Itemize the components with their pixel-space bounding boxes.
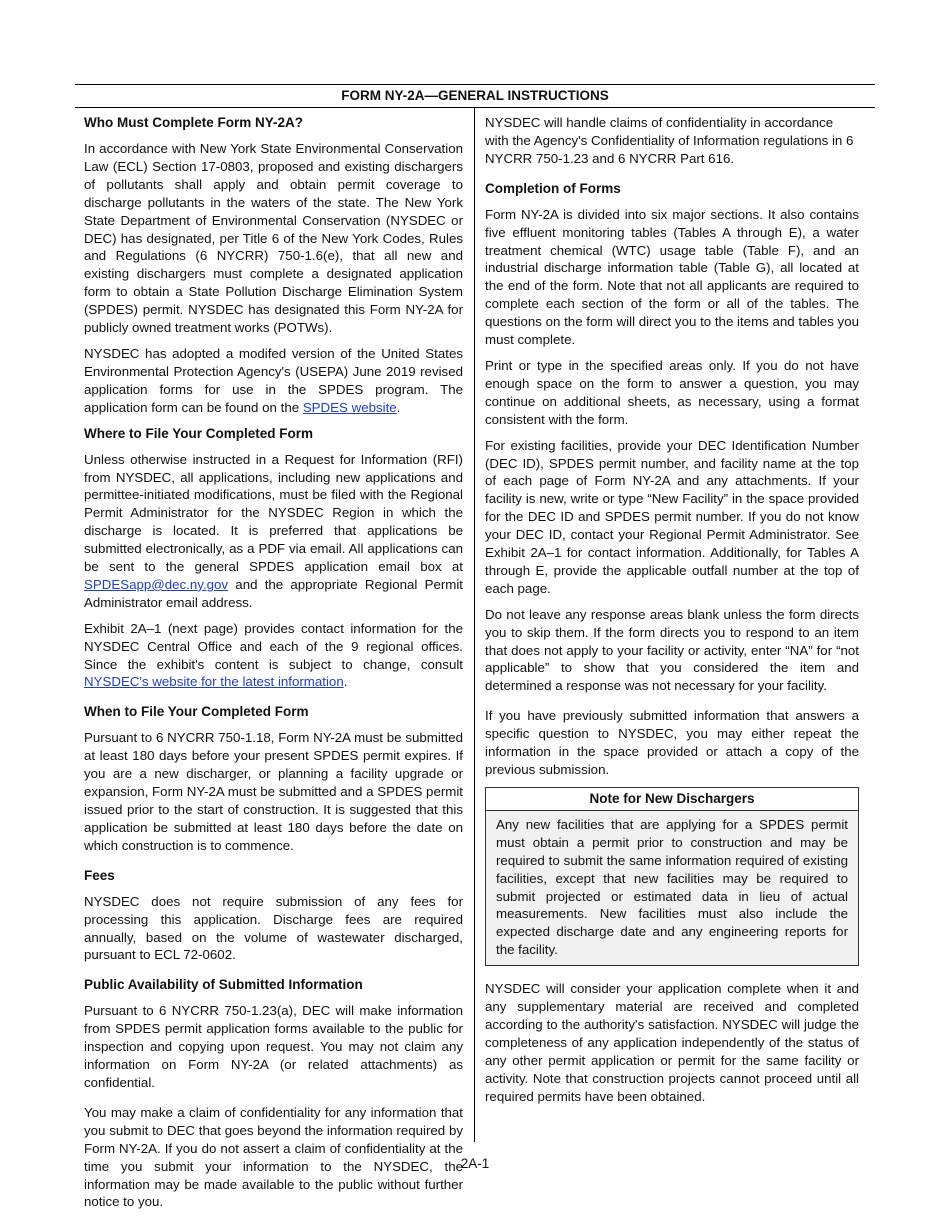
who-paragraph-2 bbox=[84, 345, 463, 417]
where-paragraph-2-end: . bbox=[343, 674, 348, 690]
when-heading: When to File Your Completed Form bbox=[84, 704, 309, 720]
fees-heading: Fees bbox=[84, 867, 115, 883]
who-paragraph-2-end: . bbox=[396, 399, 401, 415]
fees-paragraph-1: NYSDEC does not require submission of any fees for processing this application. Discharge fees are required annually, based on the volume of wastewater discharged, pursuant to ECL 72-0602. bbox=[84, 893, 463, 963]
note-body: Any new facilities that are applying for a SPDES permit must obtain a permit prior to construction and may be required to submit the same information required of existing facilities, except that new facilities may be required to submit projected or estimated data in lieu of actual measurements. New facilities must also include the expected discharge date and any engineering reports for the facility. bbox=[486, 811, 858, 965]
completeness-paragraph: NYSDEC will consider your application complete when it and any supplementary material are received and completed according to the authority's satisfaction. NYSDEC will judge the completeness of any application independently of the status of any other permit application or permit for the same facility or activity. Note that construction projects cannot proceed until all required permits have been obtained. bbox=[485, 981, 859, 1104]
where-paragraph-1-text: Unless otherwise instructed in a Request for Information (RFI) from NYSDEC, all applications, including new applications and permittee-initiated modifications, must be filed with the Regional Permit Administrator for the NYSDEC Region in which the discharge is located. It is preferred that applications be submitted electronically, as a PDF via email. All applications can be sent to the general SPDES application email box at bbox=[84, 451, 463, 575]
completion-paragraph-2: Print or type in the specified areas only. If you do not have enough space on the form to answer a question, you may continue on additional sheets, as necessary, using a format consistent with the form. bbox=[485, 357, 859, 427]
completion-paragraph-3: For existing facilities, provide your DEC Identification Number (DEC ID), SPDES permit number, and facility name at the top of each page of Form NY-2A and any attachments. If your facility is new, write or type “New Facility” in the space provided for the DEC ID and SPDES permit number. If you do not know your DEC ID, contact your Regional Permit Administrator. See Exhibit 2A–1 for contact information. Additionally, for Tables A through E, provide the applicable outfall number at the top of each page. bbox=[485, 437, 859, 596]
new-dischargers-note bbox=[485, 787, 859, 966]
where-paragraph-2 bbox=[84, 620, 463, 692]
page-number: 2A-1 bbox=[460, 1156, 490, 1171]
where-paragraph-2-text: Exhibit 2A–1 (next page) provides contact information for the NYSDEC Central Office and each of the 9 regional offices. Since the exhibit's content is subject to change, consult bbox=[84, 620, 463, 672]
spdes-email-link[interactable]: SPDESapp@dec.ny.gov bbox=[84, 576, 229, 592]
completion-heading: Completion of Forms bbox=[485, 180, 621, 196]
right-column bbox=[485, 114, 859, 1114]
who-paragraph-1: In accordance with New York State Environmental Conservation Law (ECL) Section 17-0803, proposed and existing dischargers of pollutants shall apply and obtain permit coverage to discharge pollutants in the waters of the state. The New York State Department of Environmental Conservation (NYSDEC or DEC) has designated, per Title 6 of the New York Codes, Rules and Regulations (6 NYCRR) 750-1.6(e), that all new and existing dischargers must complete a designated application form to obtain a State Pollution Discharge Elimination System (SPDES) permit. NYSDEC has designated this Form NY-2A for publicly owned treatment works (POTWs). bbox=[84, 141, 463, 336]
column-divider bbox=[474, 107, 475, 1142]
left-column bbox=[84, 114, 463, 1219]
spdes-website-link[interactable]: SPDES website bbox=[302, 399, 397, 415]
completion-paragraph-1: Form NY-2A is divided into six major sections. It also contains five effluent monitoring tables (Tables A through E), a water treatment chemical (WTC) usage table (Table F), and an industrial discharge information table (Table G), all located at the end of the form. Note that not all applicants are required to complete each section of the form or all of the tables. The questions on the form will direct you to the items and tables you must complete. bbox=[485, 206, 859, 348]
confidentiality-paragraph: NYSDEC will handle claims of confidentiality in accordance with the Agency's Confidentiality of Information regulations in 6 NYCRR 750-1.23 and 6 NYCRR Part 616. bbox=[485, 115, 854, 166]
note-title: Note for New Dischargers bbox=[486, 788, 858, 811]
public-paragraph-2: You may make a claim of confidentiality for any information that you submit to DEC that goes beyond the information required by Form NY-2A. If you do not assert a claim of confidentiality at the time you submit your information to the NYSDEC, the information may be made available to the public without further notice to you. bbox=[84, 1104, 463, 1210]
nysdec-website-link[interactable]: NYSDEC's website for the latest information bbox=[84, 674, 344, 690]
where-paragraph-1-end: and the appropriate Regional Permit Administrator email address. bbox=[84, 576, 463, 610]
where-heading: Where to File Your Completed Form bbox=[84, 425, 314, 441]
when-paragraph-1: Pursuant to 6 NYCRR 750-1.18, Form NY-2A must be submitted at least 180 days before your present SPDES permit expires. If you are a new discharger, or planning a facility upgrade or expansion, Form NY-2A must be submitted and a SPDES permit issued prior to the start of construction. It is suggested that this application be submitted at least 180 days before the date on which construction is to commence. bbox=[84, 730, 463, 853]
public-heading: Public Availability of Submitted Information bbox=[84, 977, 363, 993]
form-title: FORM NY-2A—GENERAL INSTRUCTIONS bbox=[75, 84, 875, 108]
who-heading: Who Must Complete Form NY-2A? bbox=[84, 115, 303, 130]
completion-paragraph-5: If you have previously submitted information that answers a specific question to NYSDEC, you may either repeat the information in the space provided or attach a copy of the previous submission. bbox=[485, 708, 859, 777]
who-paragraph-2-text: NYSDEC has adopted a modifed version of the United States Environmental Protection Agency's (USEPA) June 2019 revised application forms for use in the SPDES program. The application form can be found on the bbox=[84, 345, 463, 415]
public-paragraph-1: Pursuant to 6 NYCRR 750-1.23(a), DEC will make information from SPDES permit application forms available to the public for inspection and copying upon request. You may not claim any information on Form NY-2A (or related attachments) as confidential. bbox=[84, 1003, 463, 1090]
completion-paragraph-4: Do not leave any response areas blank unless the form directs you to skip them. If the form directs you to respond to an item that does not apply to your facility or activity, enter “NA” for “not applicable” to show that you considered the item and determined a response was not necessary for your facility. bbox=[485, 606, 859, 694]
where-paragraph-1 bbox=[84, 451, 463, 612]
